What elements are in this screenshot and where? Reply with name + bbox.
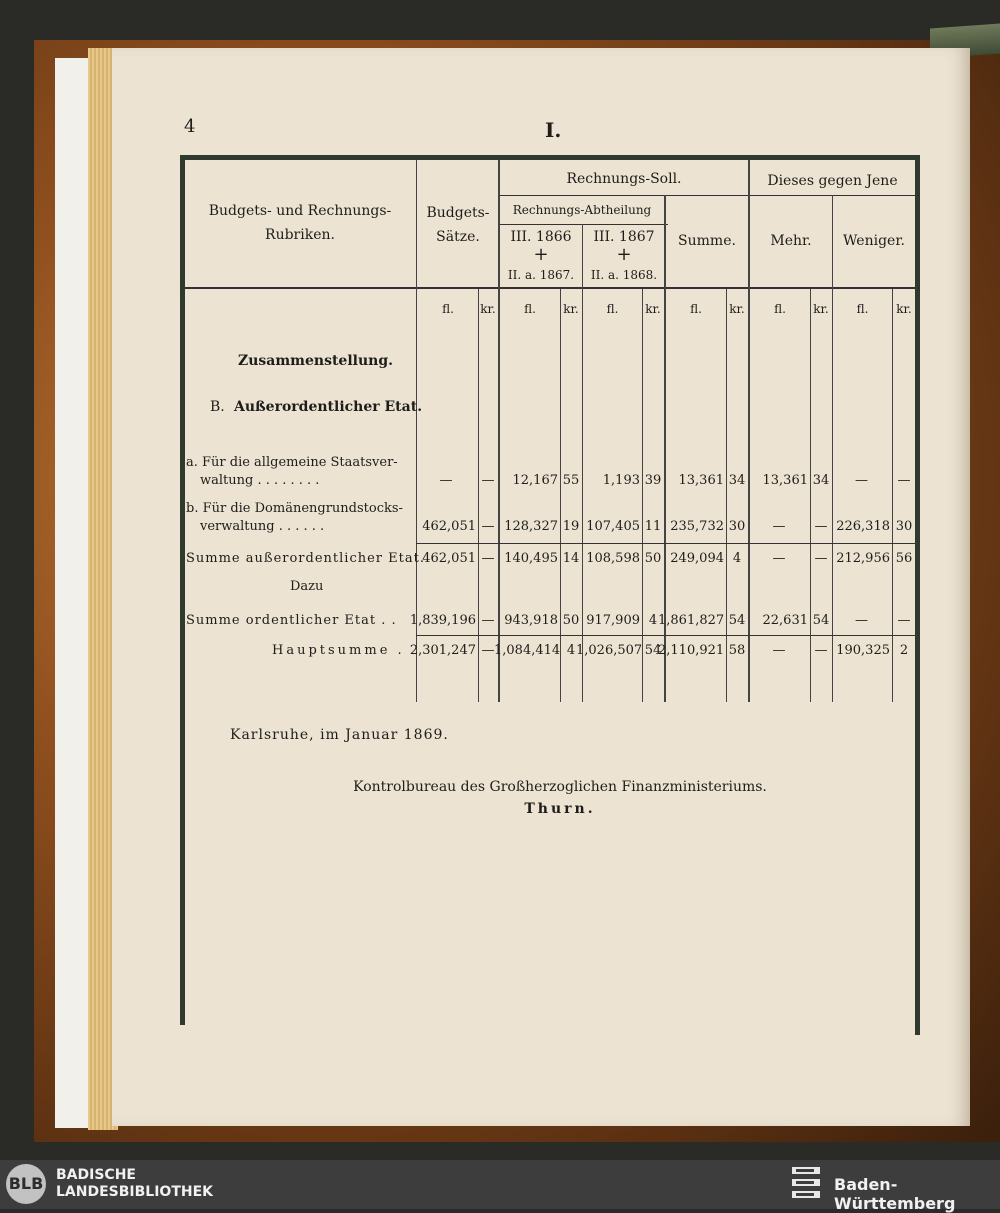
header-summe: Summe. (678, 233, 736, 249)
row-a-sum-kr: 34 (728, 473, 746, 488)
row-sum-ao-weniger-kr: 56 (895, 551, 913, 566)
row-b-c2-kr: 11 (644, 519, 662, 534)
row-sum-o-sum-kr: 54 (728, 613, 746, 628)
row-dazu-label: Dazu (290, 579, 324, 594)
row-sum-o-budget-kr: — (481, 613, 495, 628)
row-hauptsumme-c1-kr: 4 (566, 643, 576, 658)
row-a-c1-kr: 55 (562, 473, 580, 488)
row-sum-o-budget-fl: 1,839,196 (409, 613, 476, 628)
blb-logo[interactable]: BLB (6, 1164, 46, 1204)
header-budget-1: Budgets- (426, 205, 490, 221)
row-sum-o-c1-fl: 943,918 (504, 613, 558, 628)
header-budget-2: Sätze. (436, 229, 480, 245)
row-sum-ao-c2-kr: 50 (644, 551, 662, 566)
rule-v-sum-kr (726, 289, 727, 702)
blb-name[interactable] (56, 1167, 213, 1201)
row-sum-o-c2-kr: 4 (648, 613, 658, 628)
row-hauptsumme-sum-fl: 2,110,921 (658, 643, 725, 658)
row-b-mehr-fl: — (772, 519, 786, 534)
row-b-label-1: b. Für die Domänengrundstocks- (186, 501, 403, 516)
rule-h1 (500, 195, 920, 196)
row-sum-o-weniger-fl: — (855, 613, 868, 628)
unit-c1-fl: fl. (524, 302, 536, 316)
row-b-budget-fl: 462,051 (422, 519, 476, 534)
row-sum-ao-c2-fl: 108,598 (586, 551, 640, 566)
rule-sum-above (416, 543, 916, 544)
row-hauptsumme-sum-kr: 58 (728, 643, 746, 658)
row-hauptsumme-label: Hauptsumme . (272, 643, 405, 658)
row-sum-ao-sum-fl: 249,094 (670, 551, 724, 566)
unit-budget-kr: kr. (480, 302, 496, 316)
header-1866-a: III. 1866 (510, 229, 572, 245)
table-frame-top (180, 155, 920, 160)
header-rubriken-2: Rubriken. (265, 227, 335, 243)
unit-budget-fl: fl. (442, 302, 454, 316)
header-1866-plus: + (533, 244, 549, 265)
rule-v-c2 (582, 224, 583, 702)
row-sum-o-mehr-fl: 22,631 (762, 613, 808, 628)
row-sum-ao-budget-kr: — (481, 551, 495, 566)
closing-office: Kontrolbureau des Großherzoglichen Finanzministeriums. (353, 779, 767, 795)
row-hauptsumme-c1-fl: 1,084,414 (494, 643, 561, 658)
row-hauptsumme-budget-kr: — (481, 643, 495, 658)
unit-sum-fl: fl. (690, 302, 702, 316)
closing-place-date: Karlsruhe, im Januar 1869. (230, 727, 449, 743)
unit-c2-kr: kr. (645, 302, 661, 316)
row-a-mehr-kr: 34 (812, 473, 830, 488)
row-hauptsumme-budget-fl: 2,301,247 (409, 643, 476, 658)
row-sum-ao-c1-kr: 14 (562, 551, 580, 566)
row-a-weniger-kr: — (897, 473, 911, 488)
row-hauptsumme-c2-fl: 1,026,507 (576, 643, 643, 658)
row-a-weniger-fl: — (855, 473, 868, 488)
row-a-c2-kr: 39 (644, 473, 662, 488)
bw-name[interactable]: Baden-Württemberg (834, 1175, 956, 1213)
row-sum-o-mehr-kr: 54 (812, 613, 830, 628)
label-b: B. (210, 399, 225, 415)
row-hauptsumme-weniger-fl: 190,325 (836, 643, 890, 658)
header-rechnungs-soll: Rechnungs-Soll. (566, 171, 682, 187)
row-a-sum-fl: 13,361 (678, 473, 724, 488)
header-rubriken-1: Budgets- und Rechnungs- (208, 203, 392, 219)
row-a-budget-kr: — (481, 473, 495, 488)
blb-name-line2: LANDESBIBLIOTHEK (56, 1184, 214, 1200)
rule-header-bottom (180, 287, 920, 289)
row-a-budget-fl: — (439, 473, 453, 488)
row-sum-ao-label: Summe außerordentlicher Etat. (186, 551, 425, 566)
row-sum-o-weniger-kr: — (897, 613, 911, 628)
header-weniger: Weniger. (843, 233, 905, 249)
row-sum-o-c2-fl: 917,909 (586, 613, 640, 628)
row-b-sum-fl: 235,732 (670, 519, 724, 534)
row-sum-o-c1-kr: 50 (562, 613, 580, 628)
unit-weniger-kr: kr. (896, 302, 912, 316)
row-b-weniger-kr: 30 (895, 519, 913, 534)
budget-table (180, 155, 920, 1035)
header-abtheilung: Rechnungs-Abtheilung (512, 203, 652, 217)
row-b-c1-kr: 19 (562, 519, 580, 534)
row-b-label-2: verwaltung . . . . . . (200, 519, 325, 534)
page-number: 4 (184, 116, 196, 137)
header-1867-a: III. 1867 (593, 229, 655, 245)
row-sum-o-label: Summe ordentlicher Etat . . (186, 613, 397, 628)
row-b-c1-fl: 128,327 (504, 519, 558, 534)
row-sum-ao-sum-kr: 4 (732, 551, 742, 566)
row-sum-ao-mehr-kr: — (814, 551, 828, 566)
row-b-mehr-kr: — (814, 519, 828, 534)
rule-h2 (500, 224, 668, 225)
unit-c1-kr: kr. (563, 302, 579, 316)
row-hauptsumme-mehr-fl: — (772, 643, 786, 658)
section-title: I. (545, 118, 562, 142)
header-1867-b: II. a. 1868. (590, 268, 658, 282)
row-sum-ao-budget-fl: 462,051 (422, 551, 476, 566)
row-b-sum-kr: 30 (728, 519, 746, 534)
row-a-label-2: waltung . . . . . . . . (200, 473, 320, 488)
table-frame-left (180, 155, 185, 1025)
row-a-c1-fl: 12,167 (512, 473, 558, 488)
header-dieses-gegen-jene: Dieses gegen Jene (767, 173, 898, 189)
row-b-budget-kr: — (481, 519, 495, 534)
header-mehr: Mehr. (770, 233, 812, 249)
unit-mehr-fl: fl. (774, 302, 786, 316)
blb-name-line1: BADISCHE (56, 1167, 136, 1183)
unit-mehr-kr: kr. (813, 302, 829, 316)
unit-sum-kr: kr. (729, 302, 745, 316)
row-hauptsumme-weniger-kr: 2 (899, 643, 909, 658)
row-a-mehr-fl: 13,361 (762, 473, 808, 488)
rule-v-c1-kr (560, 289, 561, 702)
row-b-weniger-fl: 226,318 (836, 519, 890, 534)
row-sum-ao-c1-fl: 140,495 (504, 551, 558, 566)
header-1867-plus: + (616, 244, 632, 265)
row-a-label-1: a. Für die allgemeine Staatsver- (186, 455, 398, 470)
header-1866-b: II. a. 1867. (507, 268, 575, 282)
row-a-c2-fl: 1,193 (602, 473, 640, 488)
bw-lions-icon (790, 1165, 822, 1203)
unit-c2-fl: fl. (606, 302, 619, 316)
row-hauptsumme-mehr-kr: — (814, 643, 828, 658)
row-hauptsumme-c2-kr: 54 (644, 643, 662, 658)
closing-signature: Thurn. (524, 801, 596, 817)
rule-v-mehr-kr (810, 289, 811, 702)
row-b-c2-fl: 107,405 (586, 519, 640, 534)
rule-v-c2-kr (642, 289, 643, 702)
label-zusammenstellung: Zusammenstellung. (238, 353, 393, 369)
label-b-title: Außerordentlicher Etat. (234, 399, 423, 415)
row-sum-ao-mehr-fl: — (772, 551, 786, 566)
rule-v-budget-kr (478, 289, 479, 702)
row-sum-o-sum-fl: 1,861,827 (658, 613, 725, 628)
rule-v-weniger-kr (892, 289, 893, 702)
unit-weniger-fl: fl. (856, 302, 869, 316)
rule-hauptsumme-above (416, 635, 916, 636)
row-sum-ao-weniger-fl: 212,956 (836, 551, 890, 566)
